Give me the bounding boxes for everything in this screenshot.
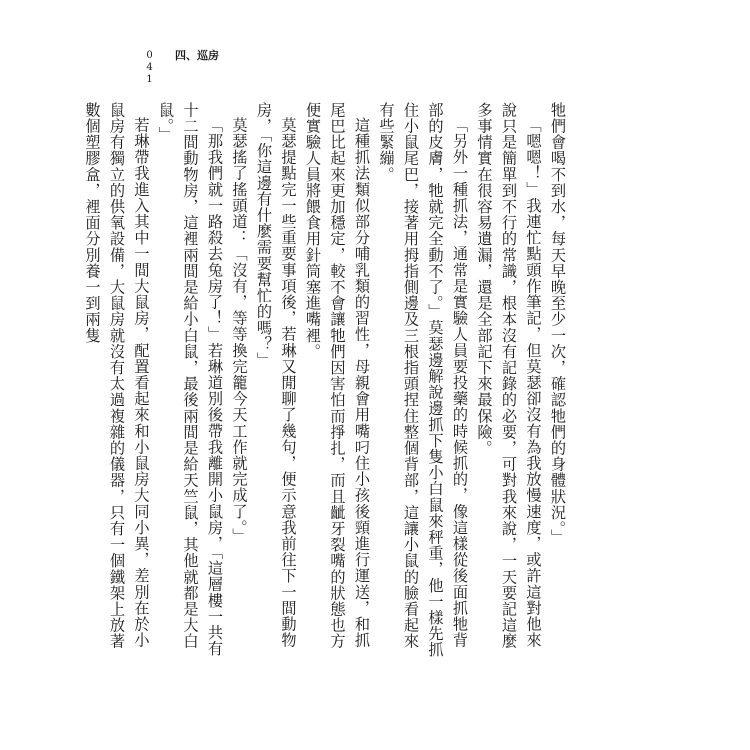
paragraph-6: 莫瑟搖了搖頭道：「沒有，等等換完籠今天工作就完成了。」 bbox=[230, 117, 249, 545]
paragraph-5: 莫瑟提點完一些重要事項後，若琳又閒聊了幾句，便示意我前往下一間動物房，「你這邊有什麼需要幫忙的嗎？」 bbox=[255, 102, 298, 649]
paragraph-3: 「另外一種抓法，通常是實驗人員要投藥的時候抓的，像這樣從後面抓牠背部的皮膚，牠就完全動不了。」莫瑟邊解說邊抓下隻小白鼠來秤重，他一樣先抓住小鼠尾巴，接著用拇指側邊及三根指頭捏住整個背部，這讓小鼠的臉看起來有些緊繃。 bbox=[377, 102, 469, 658]
paragraph-7: 「那我們就一路殺去兔房了！」若琳道別後帶我離開小鼠房，「這層樓一共有十二間動物房，這裡兩間是給小白鼠，最後兩間是給天竺鼠，其他就都是大白鼠。」 bbox=[157, 102, 224, 657]
page-number: 041 bbox=[144, 50, 155, 86]
paragraph-2: 「嗯嗯！」我連忙點頭作筆記，但莫瑟卻沒有為我放慢速度，或許這對他來說只是簡單到不行的常識，根本沒有記錄的必要，可對我來說，一天要記這麼多事情實在很容易遺漏，還是全部記下來最保險。 bbox=[475, 102, 543, 650]
paragraph-8: 若琳帶我進入其中一間大鼠房，配置看起來和小鼠房大同小異，差別在於小鼠房有獨立的供氧設備，大鼠房就沒有太過複雜的儀器，只有一個鐵架上放著數個塑膠盒，裡面分別養一到兩隻 bbox=[83, 102, 151, 650]
chapter-title: 四、巡房 bbox=[175, 49, 219, 62]
paragraph-1: 牠們會喝不到水，每天早晚至少一次，確認牠們的身體狀況。」 bbox=[549, 102, 567, 546]
body-text bbox=[83, 102, 570, 662]
paragraph-4: 這種抓法類似部分哺乳類的習性，母親會用嘴叼住小孩後頸進行運送，和抓尾巴比起來更加穩定，較不會讓牠們因害怕而掙扎，而且齜牙裂嘴的狀態也方便實驗人員將餵食用針筒塞進嘴裡。 bbox=[304, 102, 371, 650]
